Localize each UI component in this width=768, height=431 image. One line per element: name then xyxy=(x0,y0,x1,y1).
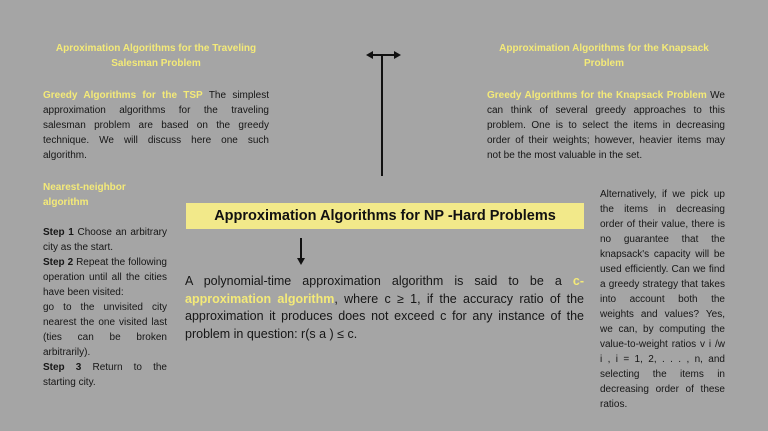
definition-paragraph xyxy=(185,273,584,343)
step-2-label: Step 2 xyxy=(43,257,74,268)
tsp-greedy-paragraph xyxy=(43,88,269,163)
nearest-neighbor-heading: Nearest-neighbor algorithm xyxy=(43,182,126,208)
step-2 xyxy=(43,255,167,300)
knapsack-greedy-text: We can think of several greedy approaches to this problem. One is to select the items in decreasing order of their weights; however, heavier items may not be the most valuable in the set. xyxy=(487,90,725,161)
step-1 xyxy=(43,225,167,255)
tsp-greedy-label: Greedy Algorithms for the TSP xyxy=(43,90,203,101)
right-arrowhead-icon xyxy=(394,51,401,59)
left-arrowhead-icon xyxy=(366,51,373,59)
step-3-label: Step 3 xyxy=(43,362,82,373)
knapsack-heading: Approximation Algorithms for the Knapsack Problem xyxy=(499,43,709,69)
step-1-text: Choose an arbitrary city as the start. xyxy=(43,227,167,253)
definition-highlight: c-approximation algorithm xyxy=(185,274,584,306)
tsp-steps xyxy=(43,225,167,390)
center-title-box: Approximation Algorithms for NP -Hard Problems xyxy=(186,203,584,229)
tsp-greedy-text: The simplest approximation algorithms for the traveling salesman problem are based on the greedy technique. We will discuss here one such algorithm. xyxy=(43,90,269,161)
step-1-label: Step 1 xyxy=(43,227,74,238)
knapsack-alternative-paragraph: Alternatively, if we pick up the items in decreasing order of their value, there is no guarantee that the knapsack's capacity will be used efficiently. Can we find a greedy strategy that takes into account both the weights and values? Yes, we can, by computing the value-to-weight ratios v i /w i , i = 1, 2, . . . , n, and selecting the items in decreasing order of these ratios. xyxy=(600,189,725,410)
step-2-detail: go to the unvisited city nearest the one visited last (ties can be broken arbitrarily). xyxy=(43,302,167,358)
definition-pre: A polynomial-time approximation algorithm is said to be a xyxy=(185,274,573,288)
down-arrowhead-icon xyxy=(297,258,305,265)
step-2-text: Repeat the following operation until all the cities have been visited: xyxy=(43,257,167,298)
tsp-heading: Aproximation Algorithms for the Traveling Salesman Problem xyxy=(55,43,257,69)
step-3 xyxy=(43,360,167,390)
definition-post: , where c ≥ 1, if the accuracy ratio of the approximation it produces does not exceed c for any instance of the problem in question: r(s a ) ≤ c. xyxy=(185,291,585,341)
knapsack-greedy-paragraph xyxy=(487,88,725,163)
knapsack-greedy-label: Greedy Algorithms for the Knapsack Problem xyxy=(487,90,707,101)
step-3-text: Return to the starting city. xyxy=(43,362,167,388)
